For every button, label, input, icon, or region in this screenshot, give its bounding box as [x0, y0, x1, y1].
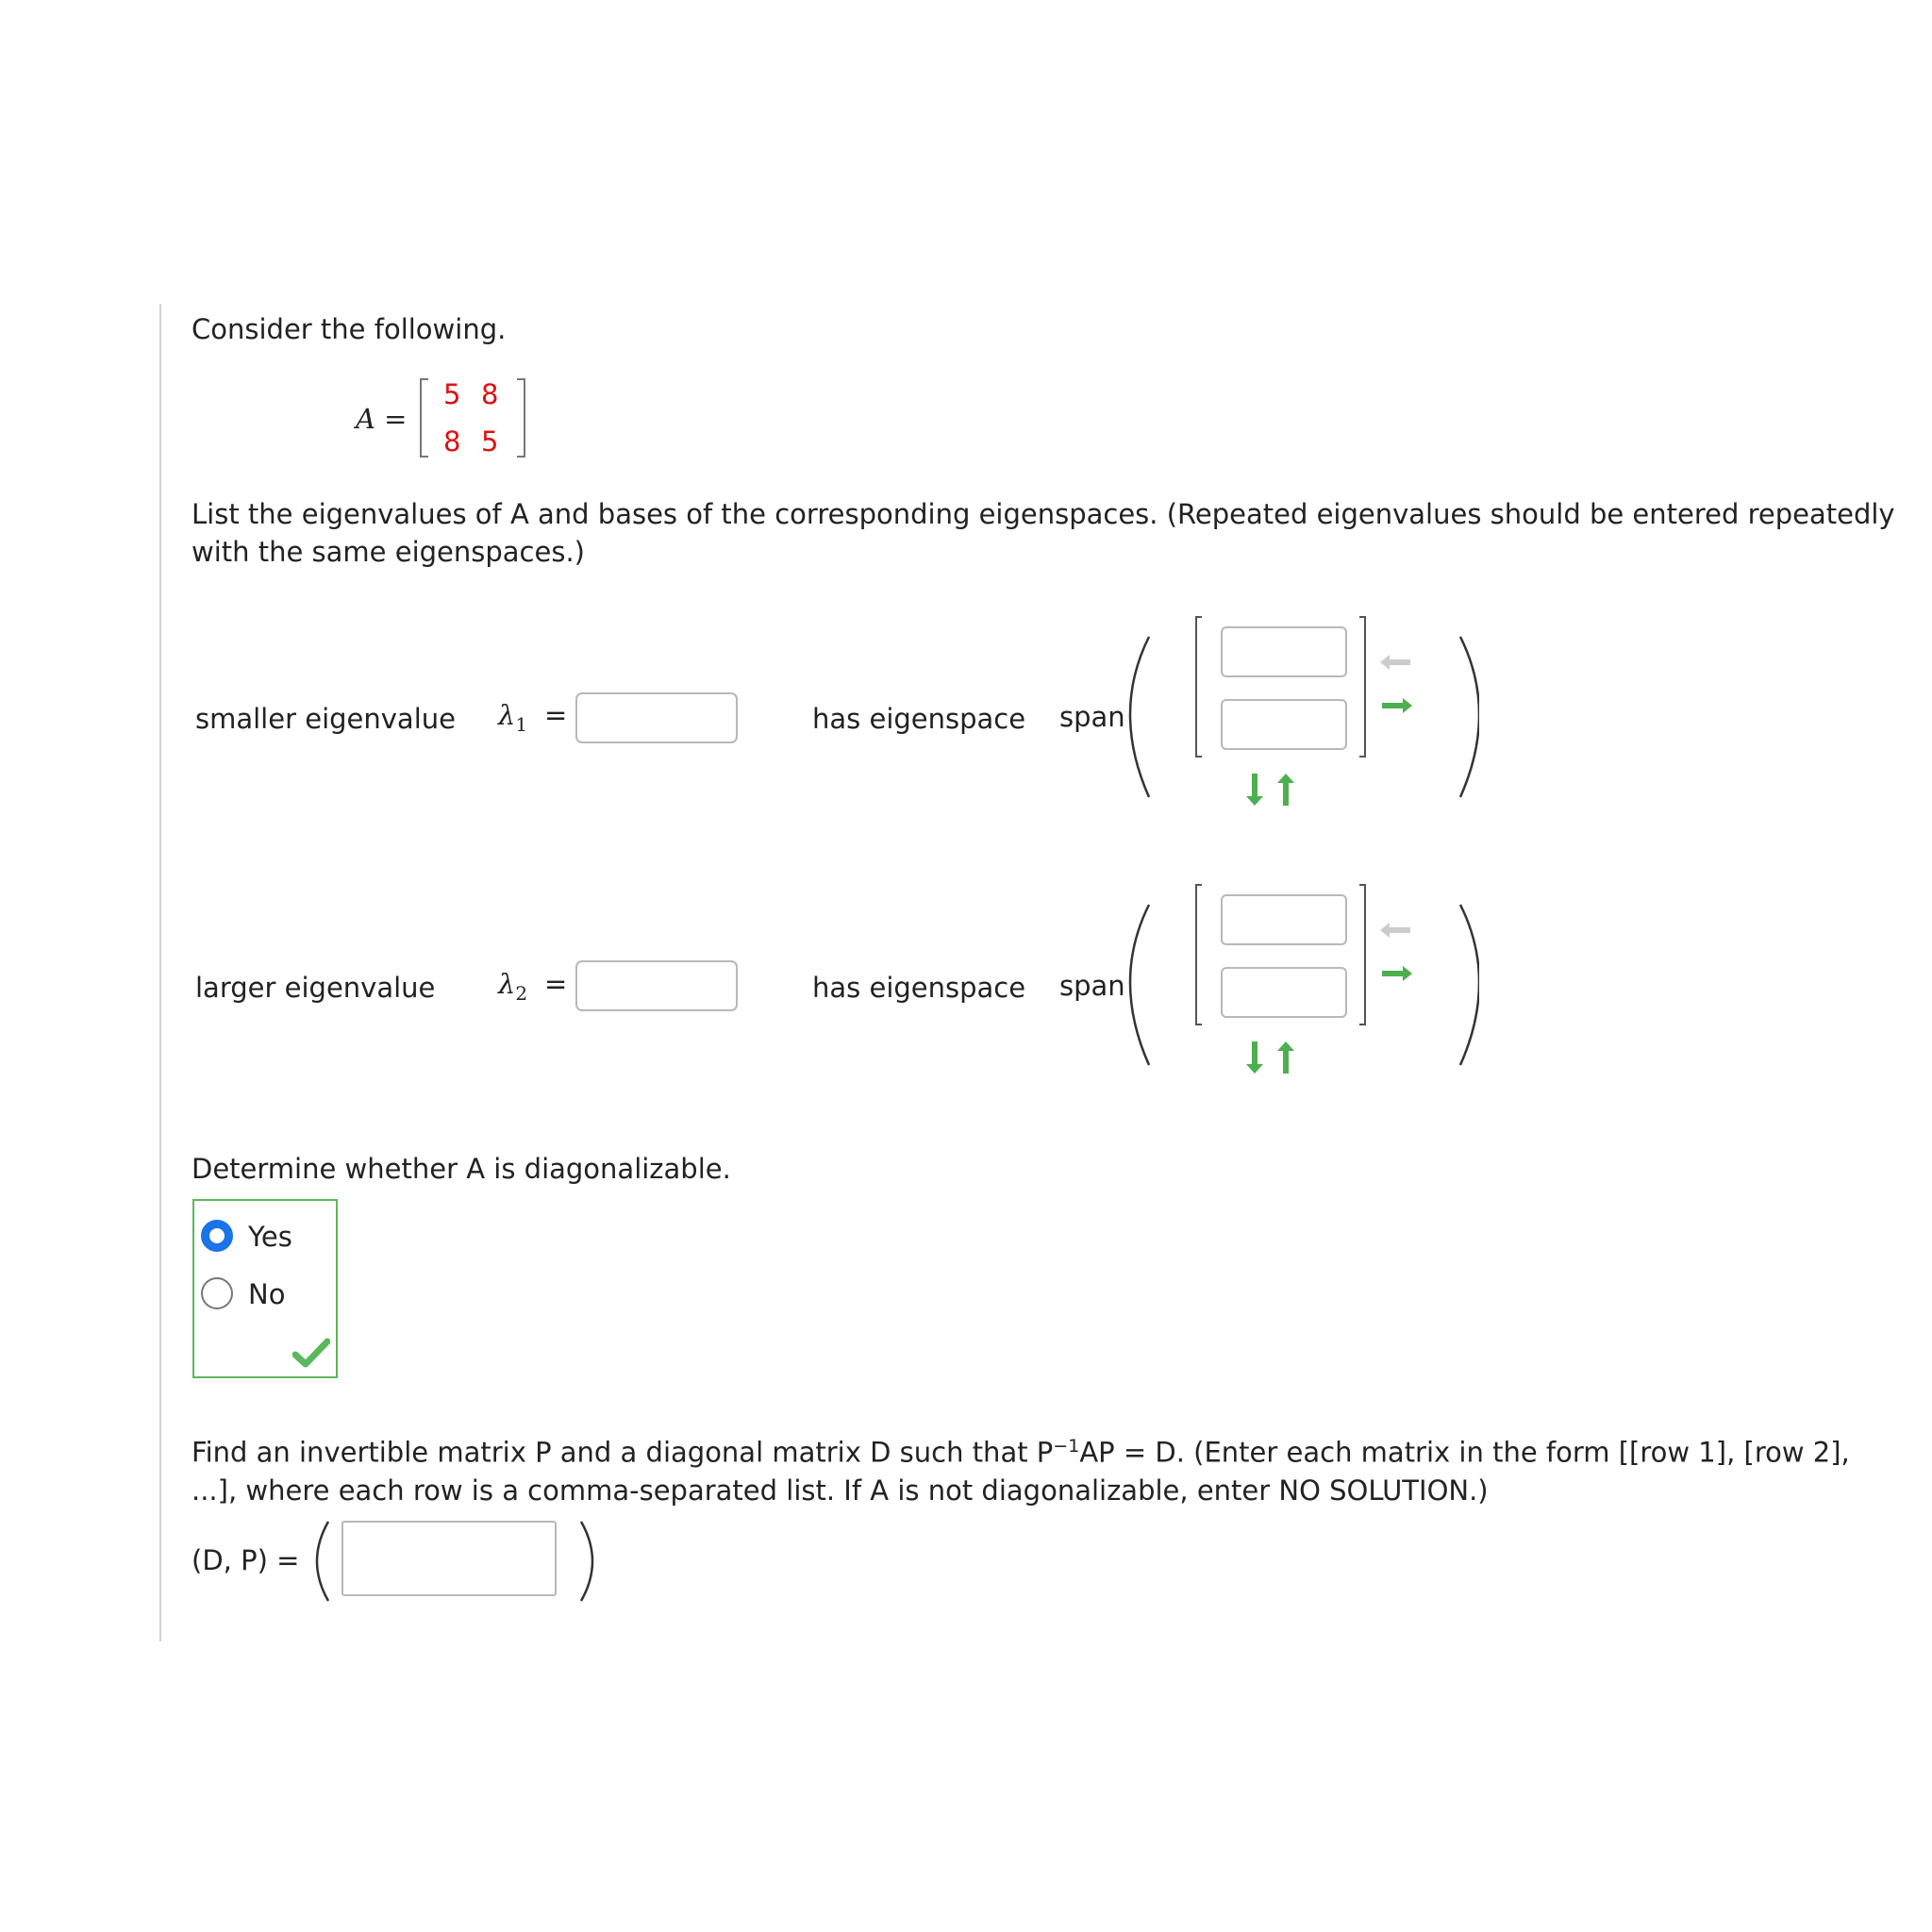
remove-row-arrow-icon[interactable]: [1275, 774, 1296, 806]
eigenspace-label-2: has eigenspace: [812, 972, 1026, 1004]
matrix-entry-2-1: 8: [443, 425, 461, 458]
larger-eigenvalue-label: larger eigenvalue: [195, 972, 436, 1004]
radio-yes[interactable]: [201, 1220, 233, 1252]
add-row-arrow-icon[interactable]: [1244, 1041, 1265, 1074]
lambda-1-input[interactable]: [575, 692, 738, 743]
lambda-1-symbol: $\lambda_1$: [498, 699, 528, 736]
left-margin-rule: [159, 304, 161, 1641]
smaller-eigenvalue-label: smaller eigenvalue: [195, 703, 456, 735]
lambda-2-symbol: $\lambda_2$: [498, 968, 528, 1005]
correct-check-icon: [292, 1338, 330, 1368]
span-label-2: span: [1059, 970, 1125, 1002]
dp-answer-input[interactable]: [341, 1521, 557, 1596]
remove-column-arrow-icon[interactable]: [1380, 653, 1412, 672]
remove-row-arrow-icon[interactable]: [1275, 1041, 1296, 1074]
matrix-entry-1-2: 8: [481, 378, 499, 410]
lambda-1-equals: =: [544, 699, 568, 731]
option-yes-label[interactable]: Yes: [248, 1221, 292, 1253]
eigenvector-2-cell-1[interactable]: [1221, 894, 1347, 945]
lambda-2-input[interactable]: [575, 960, 738, 1011]
matrix-entry-2-2: 5: [481, 425, 499, 458]
eigenvector-1-cell-1[interactable]: [1221, 626, 1347, 677]
eigenvector-1-cell-2[interactable]: [1221, 699, 1347, 750]
intro-text: Consider the following.: [192, 313, 507, 345]
matrix-entry-1-1: 5: [443, 378, 461, 410]
find-instructions: Find an invertible matrix P and a diagonal matrix D such that $P^{-1}AP = D$. (Enter each matrix in the form [[row 1], [row 2], ...], where each row is a comma-separated list. If A is not diagonalizable, enter NO SOLUTION.): [192, 1436, 1850, 1507]
span-label-1: span: [1059, 701, 1125, 733]
matrix-brackets: [415, 375, 538, 460]
eigenspace-label-1: has eigenspace: [812, 703, 1026, 735]
lambda-2-equals: =: [544, 968, 568, 1000]
add-row-arrow-icon[interactable]: [1244, 774, 1265, 806]
add-column-arrow-icon[interactable]: [1380, 964, 1412, 983]
matrix-label: A =: [356, 403, 408, 435]
instructions-text: List the eigenvalues of A and bases of the corresponding eigenspaces. (Repeated eigenvalues should be entered repeatedly with the same eigenspaces.): [192, 498, 1895, 568]
radio-no[interactable]: [201, 1277, 233, 1309]
eigenvector-2-cell-2[interactable]: [1221, 967, 1347, 1018]
add-column-arrow-icon[interactable]: [1380, 696, 1412, 715]
remove-column-arrow-icon[interactable]: [1380, 921, 1412, 940]
diagonalizable-question: Determine whether A is diagonalizable.: [192, 1153, 731, 1185]
dp-label: (D, P) =: [192, 1544, 300, 1576]
option-no-label[interactable]: No: [248, 1278, 286, 1310]
